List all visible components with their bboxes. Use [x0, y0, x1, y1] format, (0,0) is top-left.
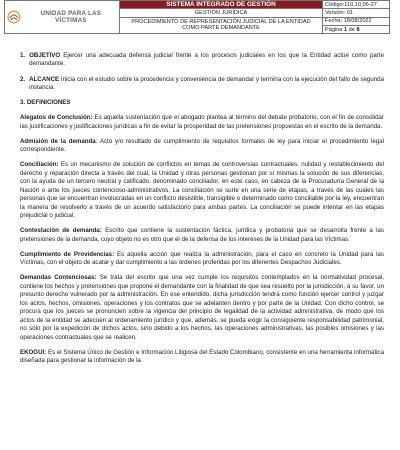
definition-text: Es aquella sustentación que el abogado plantea al término del debate probatorio, con el fin de consolidar las justificaciones y justificaciones jurídicas a fin de evitar la prosperidad de las pretensiones propuestas en el escrito de la demanda.: [20, 114, 384, 130]
objective-paragraph: [29, 52, 384, 69]
definition-term: Contestación de demanda:: [20, 227, 102, 235]
logo-text: UNIDAD PARA LAS VÍCTIMAS: [40, 10, 102, 25]
definition-text: Es un mecanismo de solución de conflictos en temas de controversias contractuales, nulidad y restablecimiento del derecho y reparación directa a través del cual, la Unidad y otras personas gestionan por sí mismas la solución de sus diferencias, con la ayuda de un tercero neutral y calificado, denominado conciliador, en este caso, en cabeza de la Procuraduría General de la Nación o ante los jueces contencioso-administrativos. La conciliación se surte en una serie de etapas, a través de las cuales las personas que se encuentran involucradas en un conflicto desistible, transigible o determinado como conciliable por la ley, encuentran la manera de resolverlo a través de un acuerdo satisfactorio para ambas partes. La conciliación se puede intentar en las etapas prejudicial o judicial.: [20, 161, 384, 220]
definition-text: Se trata del escrito que una vez cumple los requisitos contemplados en la normatividad procesal, contiene los hechos y pretensiones que propone el demandante con la finalidad de que sea resuelto por la jurisdicción, a su favor, un presunto derecho vulnerado por la administración. En ese entendido, dicha jurisdicción tendrá como función ejercer control y juzgar los actos, hechos, omisiones, operaciones y los contratos que se adelanten dentro y por parte de la Unidad. Con dicho control, se procura que los jueces se pronuncien sobre la vigencia del principio de legalidad de la actividad administrativa, de modo que los actos de la entidad se adecúen al ordenamiento jurídico y que, además, se pueda exigir la consiguiente responsabilidad patrimonial, no sólo por la expedición de dichos actos, sino debido a los hechos, las operaciones administrativas, las posibles omisiones y las operaciones contractuales que se realicen.: [20, 274, 385, 341]
area-name: GESTIÓN JURÍDICA: [120, 9, 323, 18]
procedure-title: PROCEDIMIENTO DE REPRESENTACIÓN JUDICIAL DE LA ENTIDAD COMO PARTE DEMANDANTE: [120, 17, 323, 33]
system-title: SISTEMA INTEGRADO DE GESTIÓN: [120, 1, 323, 9]
page-mid: de: [347, 26, 357, 33]
definition-text: Escrito que contiene la sustentación fáctica, jurídica y probatoria que se desarrolla frente a las pretensiones de la demanda, cuyo objeto no es otro que el de la defensa de los intereses de la Unidad para las Víctimas.: [20, 227, 384, 243]
definition-term: Alegatos de Conclusión:: [20, 114, 93, 122]
objective-section: [20, 52, 384, 69]
page-number: 1: [343, 26, 348, 33]
scope-number: 2.: [20, 75, 26, 83]
definition-term: Conciliación:: [20, 161, 59, 169]
page-indicator: [323, 25, 390, 33]
page-prefix: Página: [325, 26, 344, 33]
scope-label: ALCANCE: [29, 75, 60, 83]
definition-term: Cumplimiento de Providencias:: [20, 250, 115, 258]
definition-text: : Acto y/o resultado de cumplimiento de requisitos formales de ley para iniciar el procedimiento legal correspondiente.: [20, 137, 384, 154]
definition-text: Es el Sistema Único de Gestión e Información Litigiosa del Estado Colombiano, consistente en una herramienta informática diseñada para gestionar la información de la: [20, 348, 384, 365]
definition-item: [20, 274, 384, 342]
document-body: [20, 52, 384, 372]
objective-text: Ejercer una adecuada defensa judicial frente a los procesos judiciales en los que la Entidad actúe como parte demandante.: [29, 52, 384, 68]
definition-item: [20, 138, 384, 155]
scope-paragraph: [29, 76, 384, 93]
definition-item: [20, 161, 384, 220]
scope-text: Inicia con el estudio sobre la procedencia y conveniencia de demandar y termina con la ejecución del fallo de segunda instancia.: [29, 75, 384, 92]
definition-term: EKOGUI:: [20, 348, 47, 356]
scope-section: [20, 76, 384, 93]
definition-item: [20, 251, 384, 268]
definition-term: Admisión de la demanda: [20, 137, 96, 145]
logo-cell: [5, 1, 120, 34]
document-date: Fecha: 18/08/2022: [323, 17, 390, 25]
definition-item: [20, 349, 384, 366]
definition-text: Es aquella acción que realiza la administración, para el caso en concreto la Unidad para las Víctimas, con el objeto de acatar y dar cumplimiento a las órdenes proferidas por los diferentes Despachos Judiciales.: [20, 250, 384, 267]
objective-label: OBJETIVO: [29, 52, 61, 59]
document-code: Código:110,10,06-27: [323, 1, 390, 9]
definitions-heading: 3. DEFINICIONES: [20, 99, 71, 107]
definition-item: [20, 227, 384, 244]
page-total: 8: [356, 26, 360, 33]
document-header: [4, 0, 390, 34]
document-version: Versión: 01: [323, 9, 390, 18]
definition-term: Demandas Contenciosas:: [20, 274, 97, 282]
objective-number: 1.: [20, 52, 26, 59]
definition-item: [20, 114, 384, 131]
unidad-logo-icon: [7, 10, 21, 24]
